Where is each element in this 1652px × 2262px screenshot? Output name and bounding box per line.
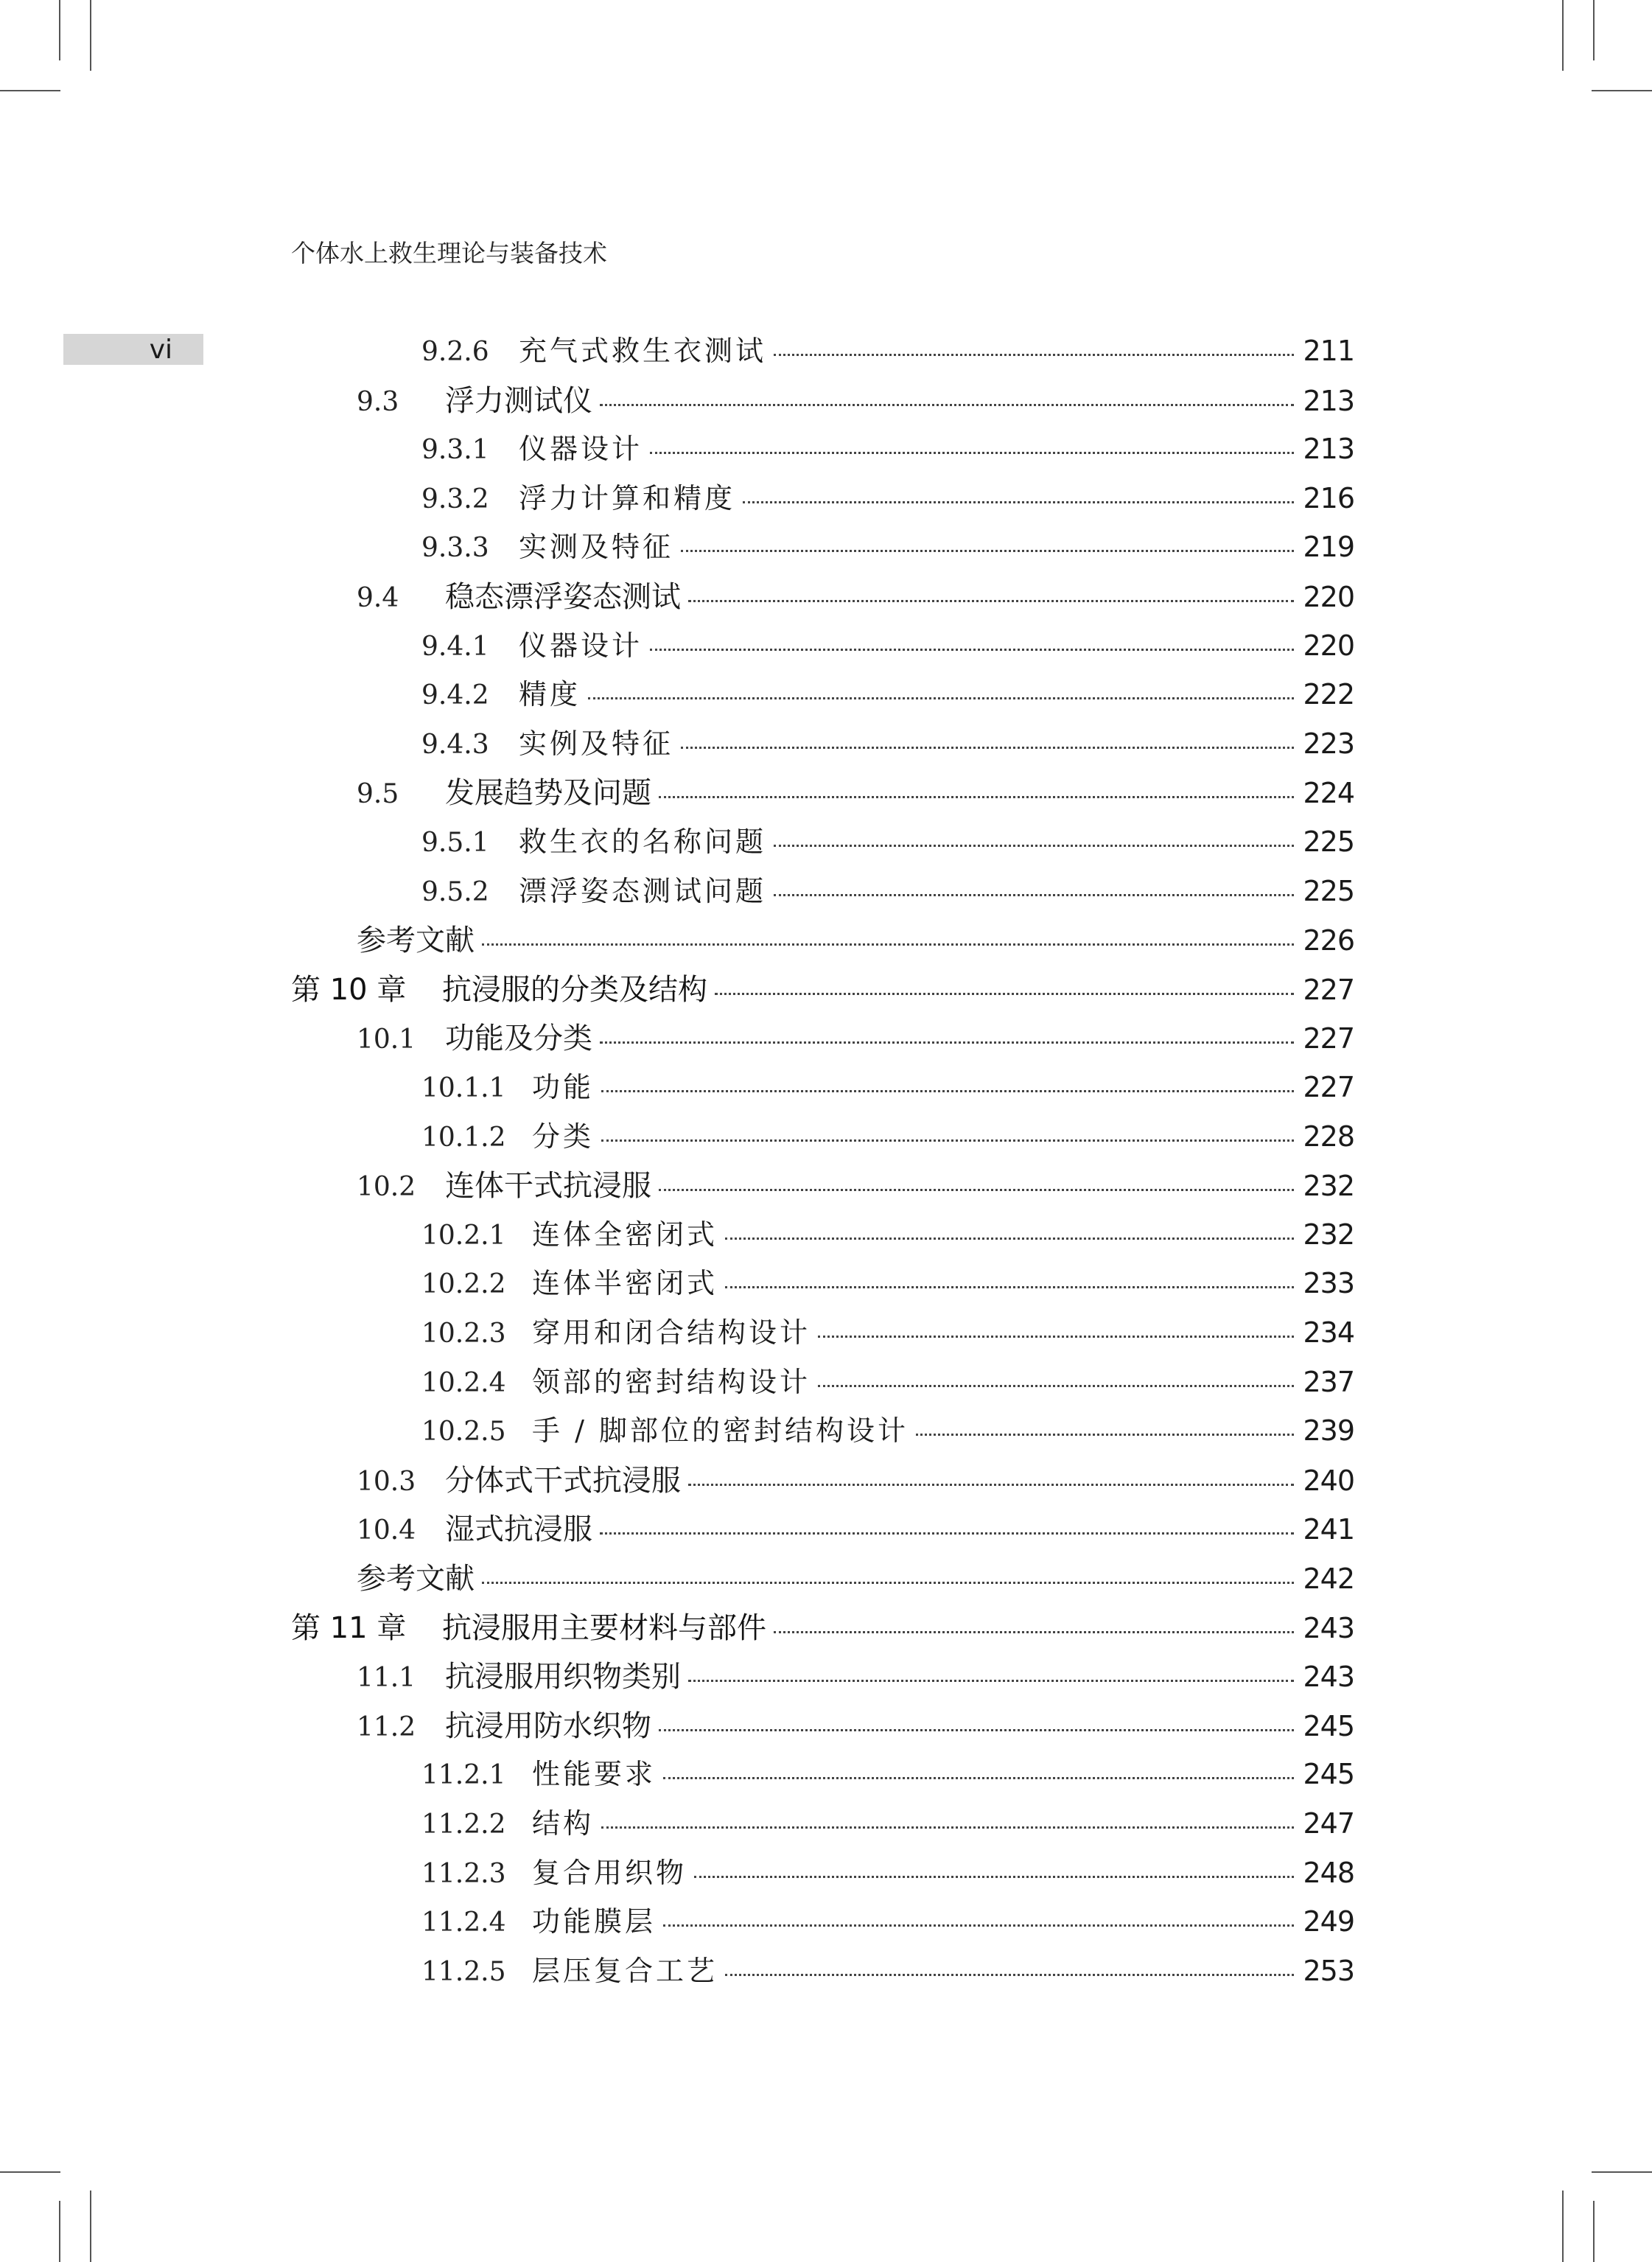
toc-entry-number: 10.2.2 [421, 1269, 506, 1300]
toc-entry [421, 1751, 1354, 1795]
toc-entry-page: 224 [1303, 777, 1354, 810]
toc-entry-title: 发展趋势及问题 [445, 776, 651, 811]
toc-entry-number: 10.1.2 [421, 1122, 506, 1153]
toc-entry-number: 9.4 [357, 583, 399, 613]
dot-leader [681, 550, 1294, 552]
toc-entry-title: 功能及分类 [445, 1022, 592, 1056]
toc-entry-page: 247 [1303, 1807, 1354, 1840]
toc-entry [357, 1653, 1354, 1697]
toc-entry-title: 稳态漂浮姿态测试 [445, 580, 681, 614]
toc-entry-title: 实测及特征 [519, 531, 674, 564]
toc-entry-number: 11.2.5 [421, 1956, 506, 1987]
toc-entry-page: 240 [1303, 1464, 1354, 1497]
toc-entry-number: 第 11 章 [291, 1610, 407, 1645]
toc-entry-page: 220 [1303, 629, 1354, 662]
toc-entry-number: 9.2.6 [421, 337, 489, 367]
crop-mark [1593, 0, 1595, 60]
toc-entry-page: 234 [1303, 1316, 1354, 1349]
toc-entry [357, 769, 1354, 814]
toc-entry-page: 245 [1303, 1709, 1354, 1742]
toc-entry-number: 10.2.1 [421, 1220, 506, 1251]
toc-entry [421, 426, 1354, 470]
toc-entry-page: 213 [1303, 384, 1354, 417]
toc-entry-title: 复合用织物 [532, 1856, 687, 1889]
folio-tab [63, 334, 203, 365]
crop-mark [0, 2171, 60, 2173]
toc-entry [421, 1899, 1354, 1943]
dot-leader [650, 452, 1294, 454]
toc-entry-number: 10.3 [357, 1466, 416, 1497]
crop-mark [1593, 2201, 1595, 2262]
dot-leader [694, 1876, 1294, 1878]
dot-leader [774, 845, 1294, 847]
toc-entry-number: 10.1.1 [421, 1073, 506, 1103]
toc-entry-number: 11.2.3 [421, 1858, 506, 1889]
toc-entry-number: 11.1 [357, 1663, 416, 1694]
toc-entry-title: 层压复合工艺 [532, 1954, 718, 1987]
toc-entry-title: 充气式救生衣测试 [519, 335, 767, 367]
dot-leader [774, 1631, 1294, 1633]
toc-entry-page: 216 [1303, 481, 1354, 514]
dot-leader [600, 1532, 1294, 1535]
toc-entry-page: 239 [1303, 1414, 1354, 1448]
dot-leader [688, 600, 1294, 602]
toc-entry [421, 623, 1354, 667]
toc-entry-number: 10.2.4 [421, 1367, 506, 1398]
toc-entry-title: 实例及特征 [519, 727, 674, 760]
toc-entry-page: 248 [1303, 1856, 1354, 1889]
toc-entry-page: 249 [1303, 1905, 1354, 1938]
toc-entry [357, 1506, 1354, 1550]
toc-entry [421, 1212, 1354, 1256]
toc-entry-page: 237 [1303, 1365, 1354, 1398]
toc-entry-number: 第 10 章 [291, 972, 407, 1007]
toc-entry-page: 232 [1303, 1170, 1354, 1203]
toc-entry-title: 功能 [532, 1071, 595, 1103]
toc-entry-number: 9.4.3 [421, 729, 489, 760]
toc-entry [357, 1457, 1354, 1501]
running-head: 个体水上救生理论与装备技术 [291, 239, 607, 268]
toc-entry-number: 10.1 [357, 1024, 416, 1055]
toc-entry-number: 9.3.1 [421, 435, 489, 466]
toc-entry-title: 分类 [532, 1120, 595, 1153]
dot-leader [818, 1336, 1294, 1338]
toc-entry-title: 领部的密封结构设计 [532, 1365, 811, 1398]
dot-leader [725, 1974, 1294, 1976]
toc-entry-number: 10.2 [357, 1172, 416, 1203]
toc-entry [357, 377, 1354, 422]
toc-entry [421, 819, 1354, 863]
crop-mark [59, 0, 60, 60]
toc-entry-number: 9.5 [357, 779, 399, 810]
page-number: vi [149, 335, 172, 365]
dot-leader [601, 1826, 1294, 1829]
toc-entry-title: 连体全密闭式 [532, 1218, 718, 1251]
dot-leader [601, 1090, 1294, 1092]
toc-entry [421, 1408, 1354, 1452]
toc-entry-title: 浮力计算和精度 [519, 481, 736, 514]
toc-entry-title: 连体半密闭式 [532, 1267, 718, 1300]
toc-entry [421, 721, 1354, 765]
dot-leader [715, 993, 1294, 995]
toc-entry [357, 1015, 1354, 1059]
toc-entry [421, 524, 1354, 568]
dot-leader [659, 796, 1294, 798]
toc-entry-title: 精度 [519, 678, 581, 711]
toc-entry-title: 参考文献 [357, 924, 475, 958]
dot-leader [774, 354, 1294, 356]
dot-leader [601, 1139, 1294, 1142]
toc-entry-page: 225 [1303, 874, 1354, 907]
toc-entry-page: 213 [1303, 433, 1354, 466]
toc-chapter-row [291, 966, 1354, 1010]
toc-entry-page: 227 [1303, 1071, 1354, 1103]
crop-mark [59, 2201, 60, 2262]
toc-entry-title: 仪器设计 [519, 629, 643, 662]
toc-entry-title: 漂浮姿态测试问题 [519, 874, 767, 907]
toc-entry-title: 救生衣的名称问题 [519, 825, 767, 858]
toc-entry [357, 1555, 1354, 1599]
crop-mark [1592, 2171, 1652, 2173]
dot-leader [659, 1189, 1294, 1191]
toc-entry-number: 10.2.5 [421, 1417, 506, 1448]
toc-entry [357, 917, 1354, 961]
toc-entry [421, 1310, 1354, 1354]
toc-entry-page: 227 [1303, 973, 1354, 1006]
toc-entry-title: 抗浸服用主要材料与部件 [442, 1610, 766, 1645]
dot-leader [482, 1582, 1294, 1584]
toc-entry [421, 1801, 1354, 1845]
toc-entry [357, 1703, 1354, 1747]
toc-entry-page: 243 [1303, 1661, 1354, 1694]
toc-entry [357, 1162, 1354, 1207]
dot-leader [650, 649, 1294, 651]
crop-mark [1562, 0, 1564, 71]
toc-entry-title: 手 / 脚部位的密封结构设计 [532, 1414, 909, 1448]
dot-leader [681, 747, 1294, 749]
toc-entry-title: 抗浸服的分类及结构 [442, 972, 707, 1007]
toc-entry-number: 9.5.2 [421, 876, 489, 907]
toc-entry-title: 抗浸用防水织物 [445, 1708, 651, 1743]
crop-mark [90, 0, 91, 71]
toc-entry-number: 11.2.4 [421, 1907, 506, 1938]
toc-entry-page: 233 [1303, 1267, 1354, 1300]
dot-leader [688, 1484, 1294, 1486]
toc-entry [421, 868, 1354, 912]
toc-entry [421, 475, 1354, 520]
toc-entry [421, 671, 1354, 716]
dot-leader [659, 1729, 1294, 1731]
dot-leader [663, 1924, 1294, 1927]
toc-entry-page: 227 [1303, 1022, 1354, 1055]
dot-leader [688, 1680, 1294, 1682]
toc-entry-title: 仪器设计 [519, 433, 643, 466]
toc-entry [421, 1359, 1354, 1403]
dot-leader [725, 1238, 1294, 1240]
toc-entry-number: 11.2.1 [421, 1760, 506, 1791]
toc-entry-title: 参考文献 [357, 1562, 475, 1596]
toc-entry-number: 11.2 [357, 1711, 416, 1742]
toc-entry-number: 9.3 [357, 386, 399, 417]
toc-entry-number: 10.4 [357, 1515, 416, 1546]
dot-leader [663, 1777, 1294, 1779]
toc-entry-title: 性能要求 [532, 1758, 657, 1791]
crop-mark [0, 90, 60, 91]
toc-entry-number: 9.3.3 [421, 533, 489, 564]
toc-entry-page: 253 [1303, 1954, 1354, 1987]
toc-entry [421, 1064, 1354, 1109]
toc-entry-title: 抗浸服用织物类别 [445, 1660, 681, 1694]
toc-entry-page: 243 [1303, 1611, 1354, 1644]
toc-entry-title: 分体式干式抗浸服 [445, 1463, 681, 1498]
toc-entry-page: 219 [1303, 531, 1354, 564]
toc-entry-number: 11.2.2 [421, 1809, 506, 1840]
toc-entry-number: 9.4.1 [421, 631, 489, 662]
toc-entry-number: 9.3.2 [421, 484, 489, 514]
dot-leader [482, 943, 1294, 946]
dot-leader [743, 501, 1294, 503]
toc-entry-page: 241 [1303, 1513, 1354, 1546]
crop-mark [90, 2191, 91, 2262]
toc-entry-title: 穿用和闭合结构设计 [532, 1316, 811, 1349]
toc-entry-title: 浮力测试仪 [445, 383, 592, 418]
toc-entry-number: 9.4.2 [421, 680, 489, 711]
dot-leader [600, 1041, 1294, 1044]
toc-entry [421, 1114, 1354, 1158]
toc-entry-number: 10.2.3 [421, 1319, 506, 1349]
toc-entry [357, 573, 1354, 618]
toc-entry-page: 245 [1303, 1758, 1354, 1791]
toc-entry-page: 226 [1303, 924, 1354, 957]
toc-entry-page: 220 [1303, 581, 1354, 613]
toc-entry-page: 232 [1303, 1218, 1354, 1251]
toc-entry [421, 1948, 1354, 1992]
dot-leader [774, 894, 1294, 896]
dot-leader [916, 1434, 1295, 1436]
toc-entry-page: 228 [1303, 1120, 1354, 1153]
toc-entry-page: 223 [1303, 727, 1354, 760]
toc-entry-page: 242 [1303, 1563, 1354, 1595]
toc-entry-title: 湿式抗浸服 [445, 1512, 592, 1547]
crop-mark [1562, 2191, 1564, 2262]
toc-entry-page: 211 [1303, 335, 1354, 367]
toc-entry-title: 功能膜层 [532, 1905, 657, 1938]
toc-entry [421, 1260, 1354, 1305]
dot-leader [725, 1286, 1294, 1288]
toc-entry [421, 1850, 1354, 1894]
toc-entry-page: 225 [1303, 825, 1354, 858]
toc-entry-title: 结构 [532, 1807, 595, 1840]
crop-mark [1592, 90, 1652, 91]
dot-leader [588, 697, 1294, 699]
dot-leader [600, 404, 1294, 406]
dot-leader [818, 1385, 1294, 1387]
toc-entry-title: 连体干式抗浸服 [445, 1169, 651, 1204]
toc-entry-page: 222 [1303, 678, 1354, 711]
toc-entry-number: 9.5.1 [421, 828, 489, 858]
toc-chapter-row [291, 1605, 1354, 1649]
toc-entry [421, 328, 1354, 372]
